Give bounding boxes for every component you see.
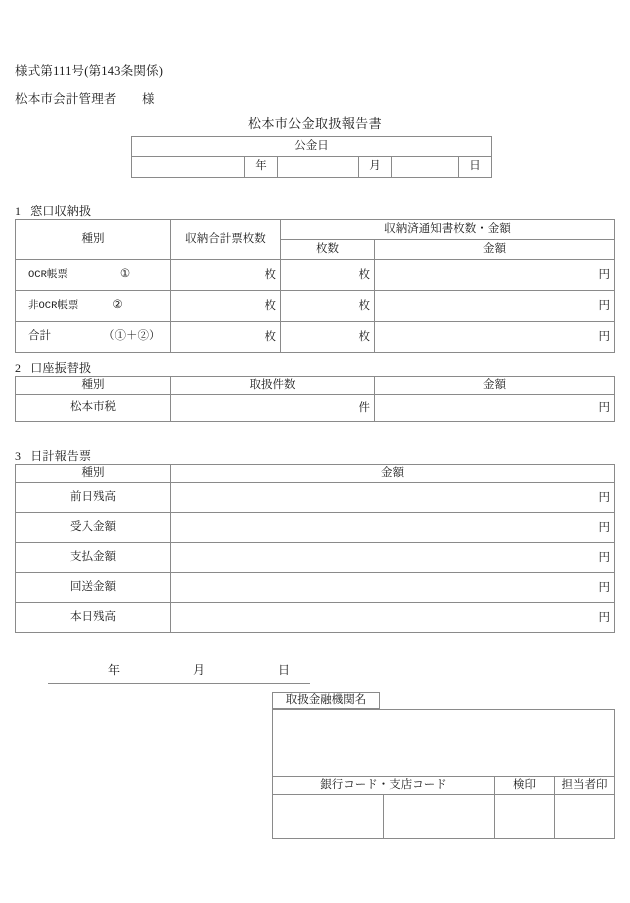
date-month-input[interactable] [278,157,359,178]
signature-day-unit: 日 [278,663,291,677]
section1-number: 1 [15,204,22,218]
addressee-line: 松本市会計管理者 様 [15,92,155,106]
paid-amount-input[interactable] [171,543,615,573]
unit-yen: 円 [598,581,610,594]
ocr-total-slips-input[interactable] [171,260,281,291]
received-amount-input[interactable] [171,513,615,543]
col-amount-header: 金額 [171,465,615,483]
row-label-received-amount: 受入金額 [16,513,171,543]
row-label-name: 合計 [28,330,51,343]
non-ocr-notice-count-input[interactable] [281,291,375,322]
date-year-unit: 年 [245,157,278,178]
signature-year-unit: 年 [108,663,121,677]
unit-yen: 円 [598,521,610,534]
col-kind-header: 種別 [16,377,171,395]
ocr-notice-amount-input[interactable] [375,260,615,291]
col-total-slips-header: 収納合計票枚数 [171,220,281,260]
direct-debit-table [15,376,615,422]
unit-sheets: 枚 [358,331,370,344]
table-row [16,260,615,291]
table-row [16,483,615,513]
form-number: 様式第111号(第143条関係) [15,64,164,78]
row-label-previous-balance: 前日残高 [16,483,171,513]
table-row [16,291,615,322]
branch-code-input[interactable] [384,795,495,839]
section2-title: 口座振替扱 [30,361,92,375]
city-tax-cases-input[interactable] [171,395,375,422]
document-title: 松本市公金取扱報告書 [247,116,382,131]
row-label-name: 非OCR帳票 [28,299,79,312]
section1-heading [15,202,91,219]
row-label-marker: ② [112,299,123,312]
total-notice-amount-input[interactable] [375,322,615,353]
total-total-slips-input[interactable] [171,322,281,353]
col-notice-group-header: 収納済通知書枚数・金額 [281,220,615,240]
section1-title: 窓口収納扱 [30,204,92,218]
row-label-city-tax: 松本市税 [16,395,171,422]
unit-sheets: 枚 [264,269,276,282]
bank-name-input[interactable] [273,710,615,777]
section3-heading [15,447,91,464]
col-notice-amount-header: 金額 [375,240,615,260]
total-notice-count-input[interactable] [281,322,375,353]
row-label-today-balance: 本日残高 [16,603,171,633]
table-row [16,395,615,422]
row-label-marker: （①＋②） [103,330,161,343]
unit-yen: 円 [598,269,610,282]
table-row [16,513,615,543]
bank-code-header: 銀行コード・支店コード [273,777,495,795]
check-seal-header: 検印 [495,777,555,795]
bank-code-input[interactable] [273,795,384,839]
unit-sheets: 枚 [358,269,370,282]
table-row [273,795,615,839]
unit-yen: 円 [598,491,610,504]
unit-sheets: 枚 [358,300,370,313]
previous-balance-input[interactable] [171,483,615,513]
signature-date-line[interactable] [48,661,310,684]
table-row [16,543,615,573]
row-label-total [16,322,171,353]
bank-name-label: 取扱金融機関名 [272,692,380,709]
unit-yen: 円 [598,402,610,415]
unit-cases: 件 [358,402,370,415]
signature-month-unit: 月 [193,663,206,677]
table-row [16,322,615,353]
date-table-heading: 公金日 [132,137,492,157]
unit-yen: 円 [598,300,610,313]
row-label-forwarded-amount: 回送金額 [16,573,171,603]
bank-info-table [272,709,615,839]
date-month-unit: 月 [359,157,392,178]
col-cases-header: 取扱件数 [171,377,375,395]
unit-sheets: 枚 [264,331,276,344]
section3-number: 3 [15,449,22,463]
col-amount-header: 金額 [375,377,615,395]
check-seal-box[interactable] [495,795,555,839]
date-day-input[interactable] [392,157,459,178]
non-ocr-notice-amount-input[interactable] [375,291,615,322]
row-label-marker: ① [119,268,131,281]
section3-title: 日計報告票 [30,449,92,463]
col-kind-header: 種別 [16,220,171,260]
counter-collection-table [15,219,615,353]
forwarded-amount-input[interactable] [171,573,615,603]
unit-yen: 円 [598,331,610,344]
table-row [16,603,615,633]
row-label-name: OCR帳票 [28,268,68,281]
table-row [16,573,615,603]
non-ocr-total-slips-input[interactable] [171,291,281,322]
unit-sheets: 枚 [264,300,276,313]
row-label-non-ocr [16,291,171,322]
ocr-notice-count-input[interactable] [281,260,375,291]
col-notice-count-header: 枚数 [281,240,375,260]
section2-heading [15,359,91,376]
section2-number: 2 [15,361,22,375]
unit-yen: 円 [598,611,610,624]
daily-report-table [15,464,615,633]
staff-seal-header: 担当者印 [555,777,615,795]
today-balance-input[interactable] [171,603,615,633]
col-kind-header: 種別 [16,465,171,483]
city-tax-amount-input[interactable] [375,395,615,422]
date-year-input[interactable] [132,157,245,178]
date-day-unit: 日 [459,157,492,178]
unit-yen: 円 [598,551,610,564]
row-label-ocr [16,260,171,291]
public-money-date-table [131,136,492,178]
staff-seal-box[interactable] [555,795,615,839]
row-label-paid-amount: 支払金額 [16,543,171,573]
